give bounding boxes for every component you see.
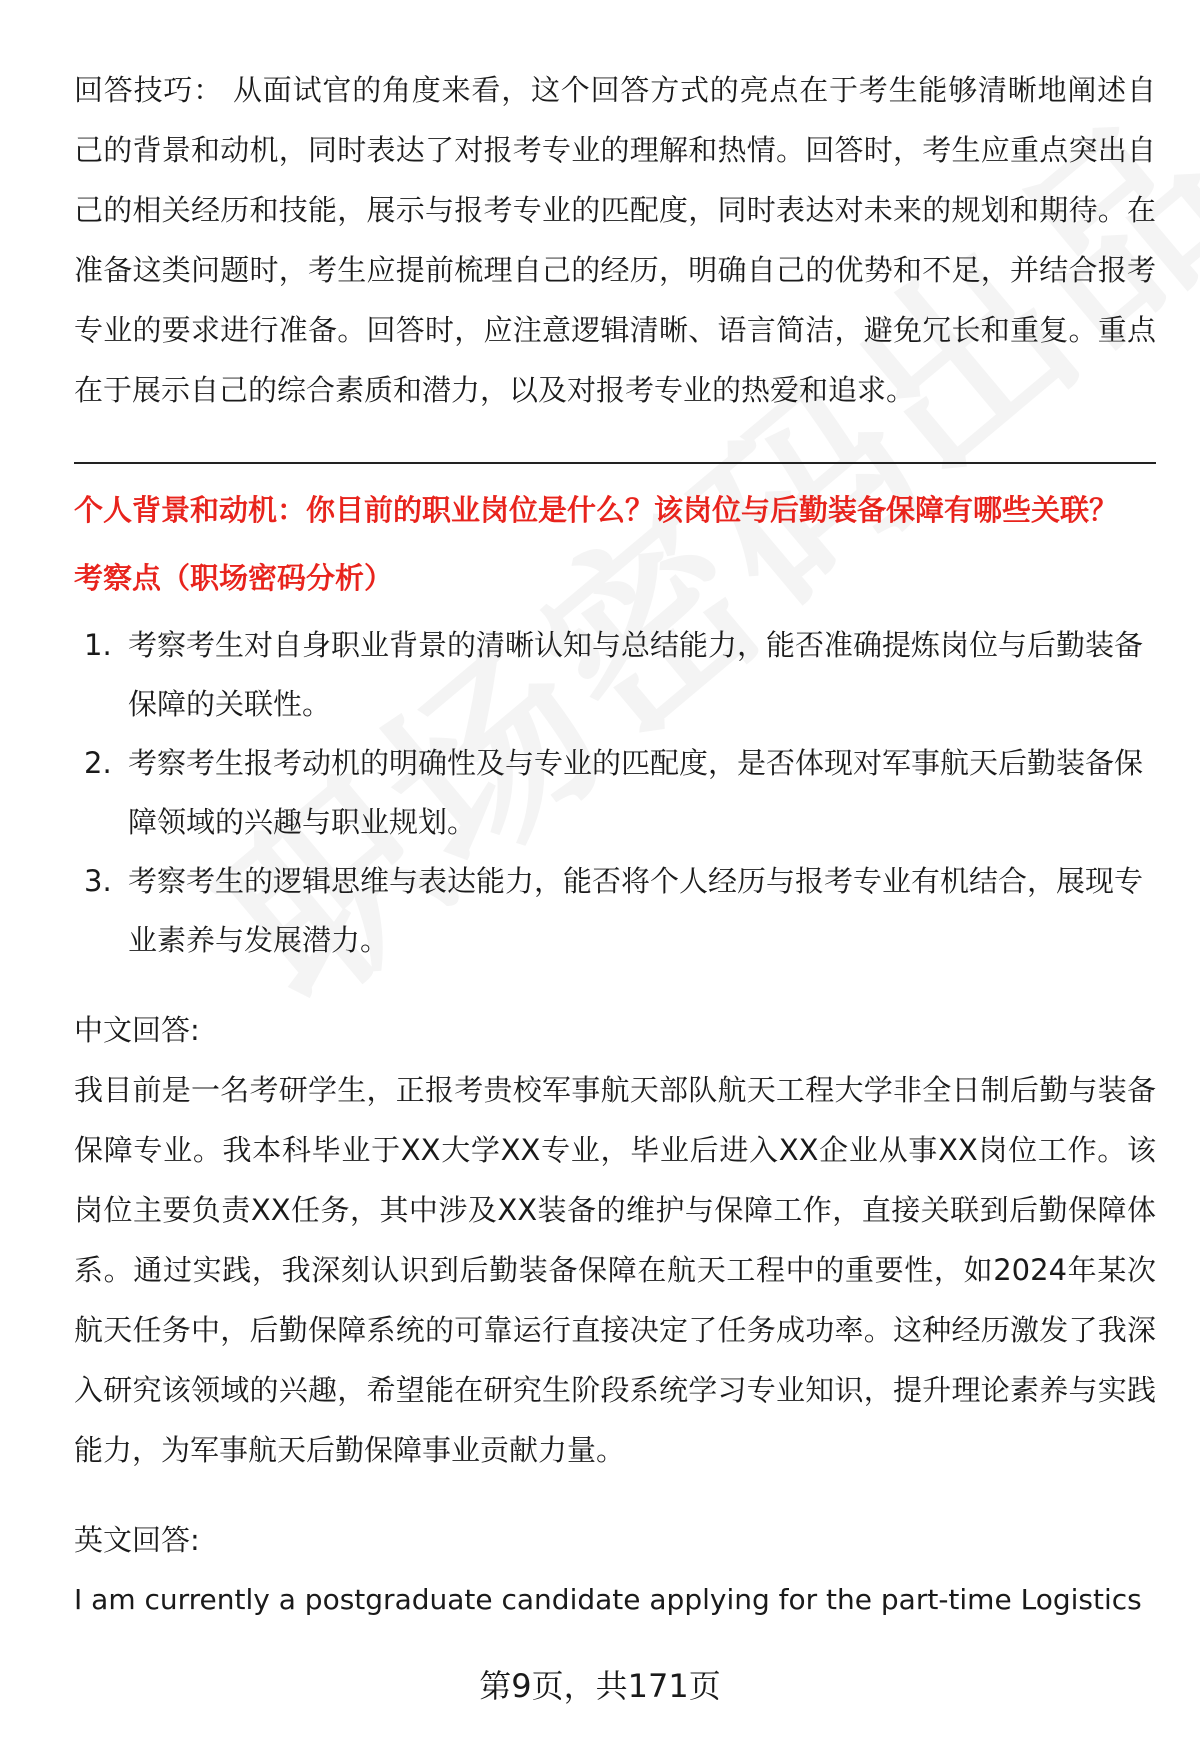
english-answer-text: I am currently a postgraduate candidate applying for the part-time Logistics: [74, 1583, 1142, 1616]
question-title: 个人背景和动机：你目前的职业岗位是什么？该岗位与后勤装备保障有哪些关联？: [74, 493, 1119, 527]
list-item-number: 1.: [84, 628, 112, 662]
list-item: [74, 852, 1156, 970]
list-item: [74, 734, 1156, 852]
chinese-answer-label: 中文回答:: [74, 1013, 200, 1047]
list-item-number: 3.: [84, 864, 112, 898]
section-divider: [74, 462, 1156, 464]
list-item-text: 考察考生对自身职业背景的清晰认知与总结能力，能否准确提炼岗位与后勤装备保障的关联性。: [128, 628, 1144, 721]
list-item-text: 考察考生报考动机的明确性及与专业的匹配度，是否体现对军事航天后勤装备保障领域的兴趣与职业规划。: [128, 746, 1144, 839]
english-answer-label: 英文回答:: [74, 1523, 200, 1557]
list-item-text: 考察考生的逻辑思维与表达能力，能否将个人经历与报考专业有机结合，展现专业素养与发展潜力。: [128, 864, 1144, 957]
page-number: 第9页，共171页: [479, 1667, 721, 1705]
chinese-answer-text: 我目前是一名考研学生，正报考贵校军事航天部队航天工程大学非全日制后勤与装备保障专业。我本科毕业于XX大学XX专业，毕业后进入XX企业从事XX岗位工作。该岗位主要负责XX任务，其中涉及XX装备的维护与保障工作，直接关联到后勤保障体系。通过实践，我深刻认识到后勤装备保障在航天工程中的重要性，如2024年某次航天任务中，后勤保障系统的可靠运行直接决定了任务成功率。这种经历激发了我深入研究该领域的兴趣，希望能在研究生阶段系统学习专业知识，提升理论素养与实践能力，为军事航天后勤保障事业贡献力量。: [74, 1073, 1156, 1467]
list-item-number: 2.: [84, 746, 112, 780]
list-item: [74, 616, 1156, 734]
exam-points-heading: 考察点（职场密码分析）: [74, 561, 394, 595]
exam-points-list: [74, 616, 1156, 970]
answer-tips-paragraph: 回答技巧： 从面试官的角度来看，这个回答方式的亮点在于考生能够清晰地阐述自己的背景和动机，同时表达了对报考专业的理解和热情。回答时，考生应重点突出自己的相关经历和技能，展示与报考专业的匹配度，同时表达对未来的规划和期待。在准备这类问题时，考生应提前梳理自己的经历，明确自己的优势和不足，并结合报考专业的要求进行准备。回答时，应注意逻辑清晰、语言简洁，避免冗长和重复。重点在于展示自己的综合素质和潜力，以及对报考专业的热爱和追求。: [74, 73, 1156, 407]
document-body: [74, 60, 1156, 1630]
